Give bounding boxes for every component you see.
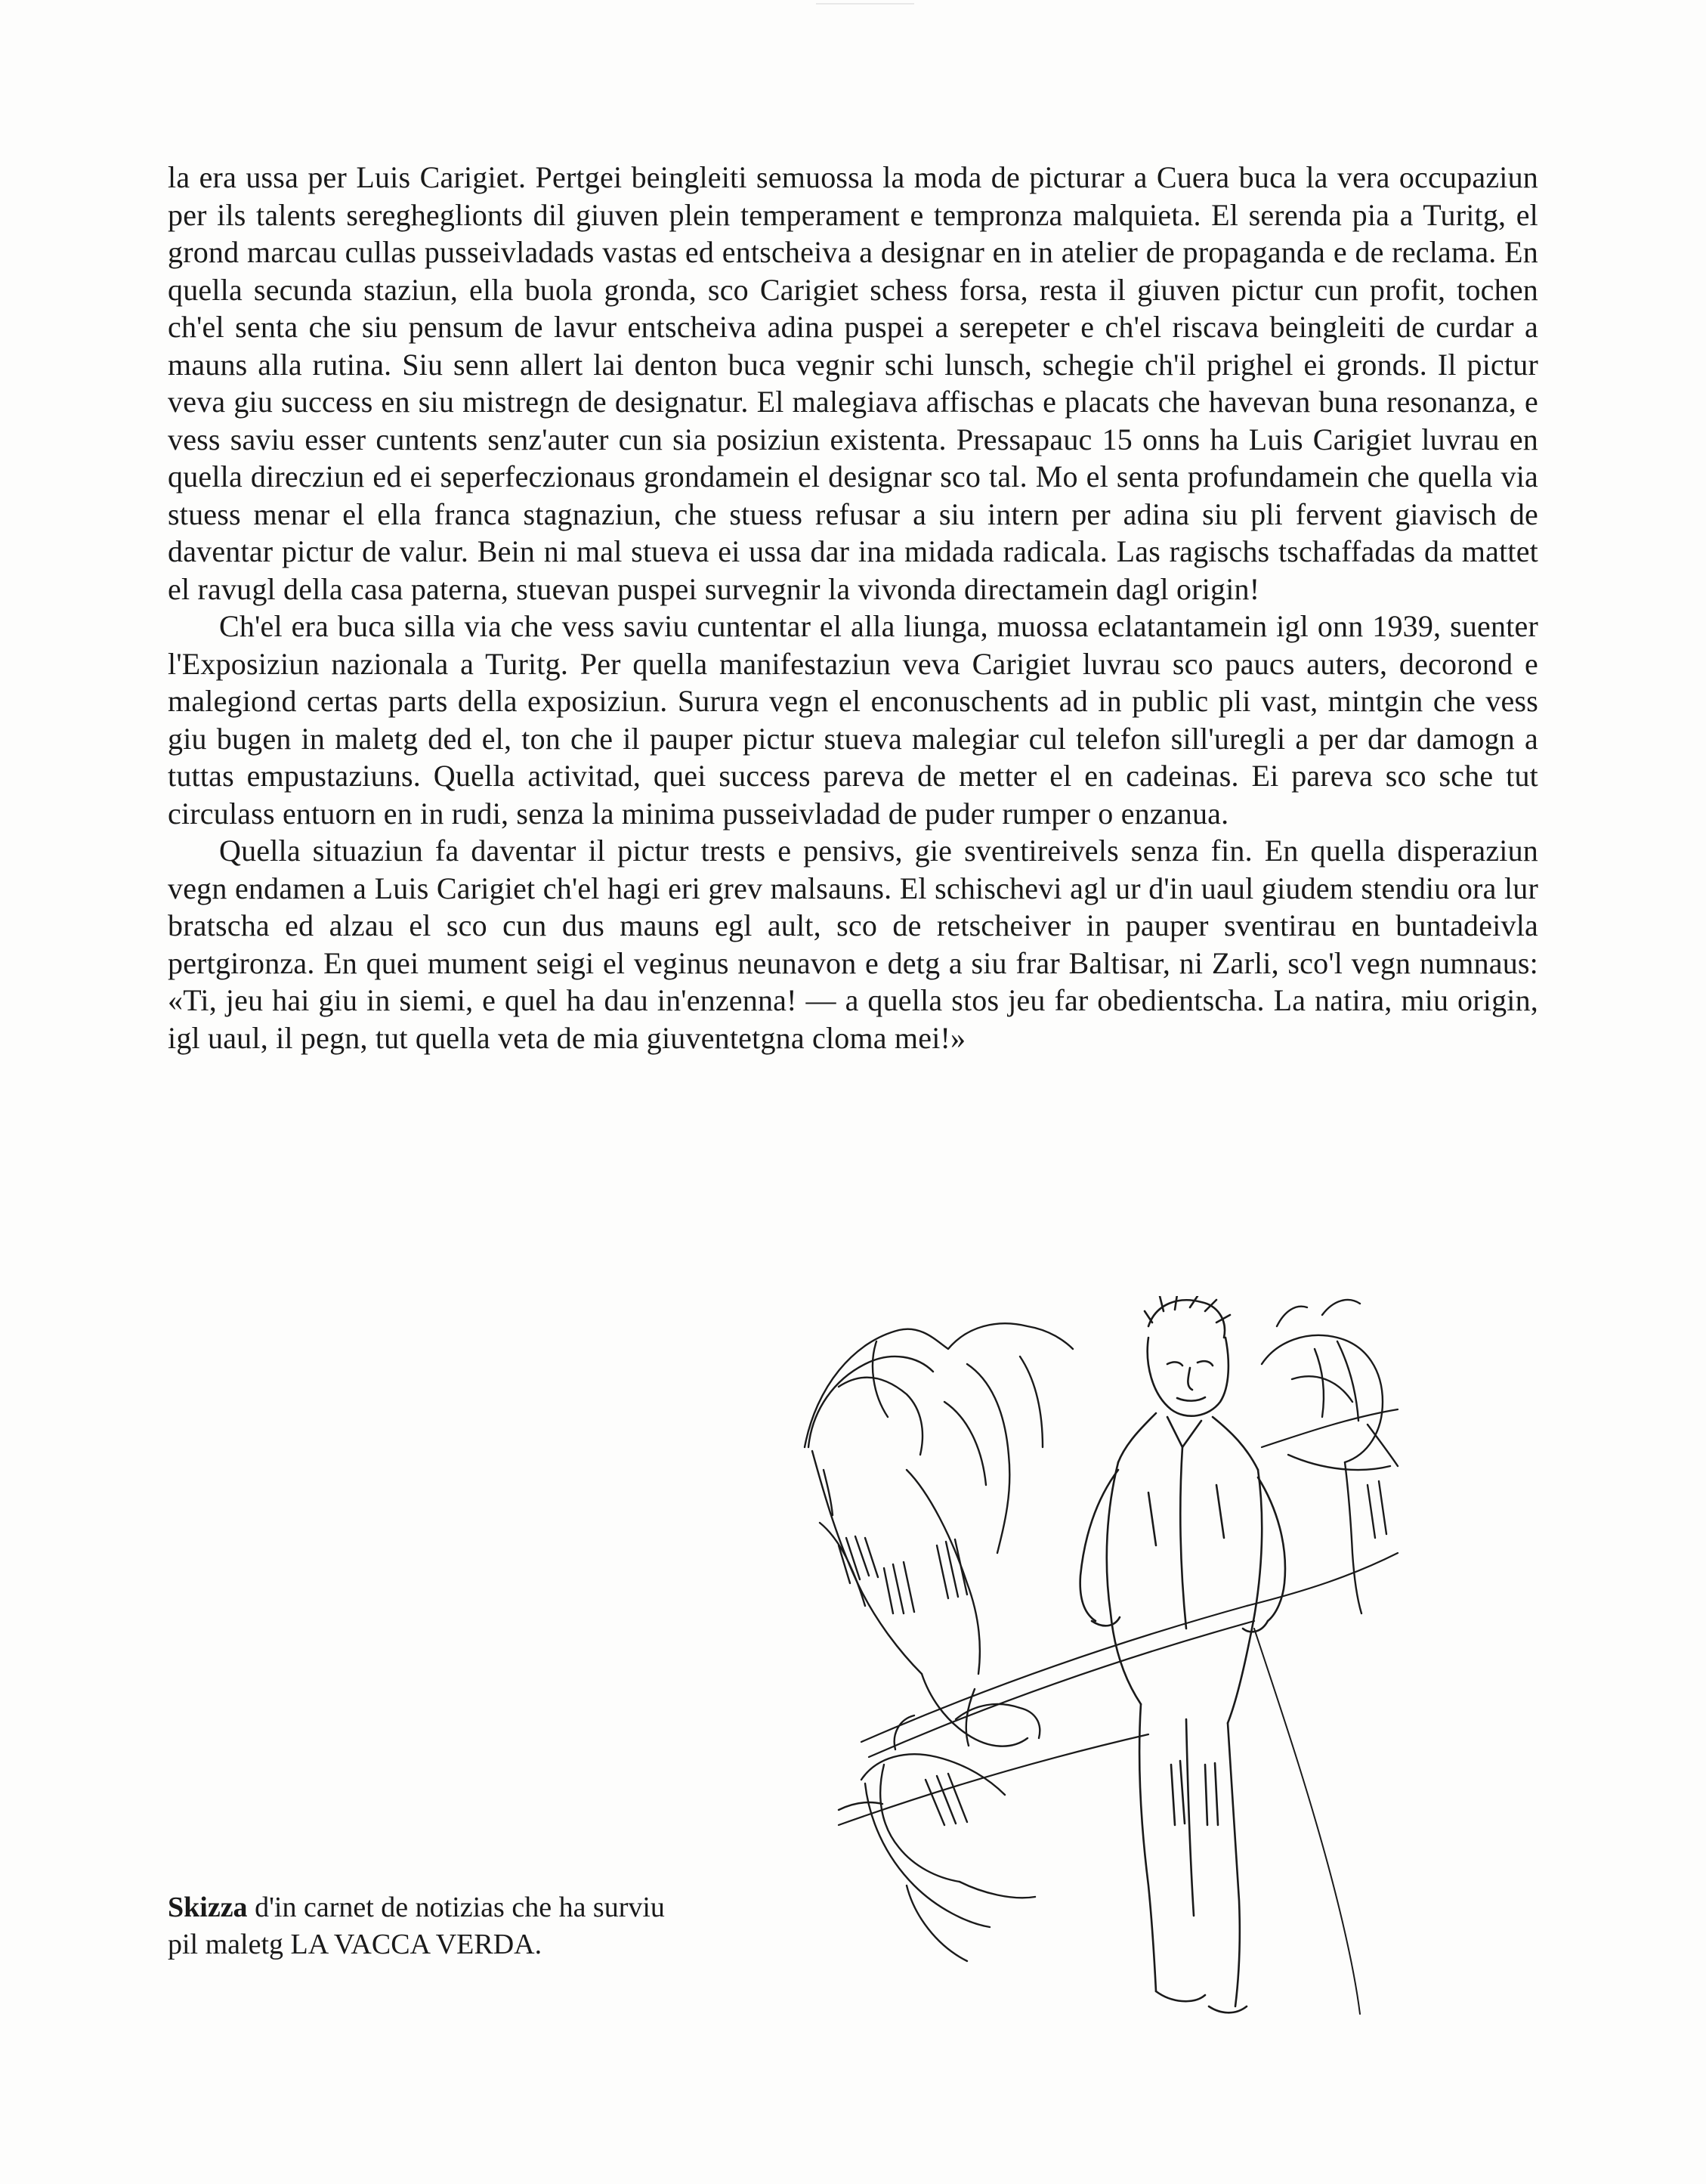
cow-lower (839, 1715, 1035, 1961)
figure-caption (168, 1889, 666, 1963)
fence-rails (839, 1409, 1398, 1825)
paragraph-3: Quella situaziun fa daventar il pictur trests e pensivs, gie sventireivels senza fin. En quella disperaziun vegn endamen a Luis Carigiet ch'el hagi eri grev malsauns. El schischevi agl ur d'in uaul giudem stendiu ora lur bratscha ed alzau el sco cun dus mauns egl ault, sco de retscheiver in pauper sventirau en buntadeivla pertgironza. En quei mument seigi el veginus neunavon e detg a siu frar Baltisar, ni Zarli, sco'l vegn numnaus: «Ti, jeu hai giu in siemi, e quel ha dau in'enzenna! — a quella stos jeu far obedientscha. La natira, miu origin, igl uaul, il pegn, tut quella veta de mia giuventetgna cloma mei!» (168, 834, 1538, 1055)
page-top-mark (816, 3, 914, 5)
caption-lead: Skizza (168, 1892, 248, 1923)
cow-left (805, 1323, 1073, 1746)
caption-text: d'in carnet de notizias che ha surviu pil maletg LA VACCA VERDA. (168, 1892, 665, 1960)
cow-right (1262, 1300, 1398, 1613)
boy-figure (1080, 1296, 1360, 2014)
sketch-illustration (793, 1296, 1413, 2059)
paragraph-2: Ch'el era buca silla via che vess saviu cuntentar el alla liunga, muossa eclatantamein igl onn 1939, suenter l'Exposiziun nazionala a Turitg. Per quella manifestaziun veva Carigiet luvrau sco paucs auters, decorond e malegiond certas parts della exposiziun. Surura vegn el enconuschents ad in public pli vast, mintgin che vess giu bugen in maletg ded el, ton che il pauper pictur stueva malegiar cul telefon sill'uregli a per dar damogn a tuttas empustaziuns. Quella activitad, quei success pareva de metter el en cadeinas. Ei pareva sco sche tut circulass entuorn en in rudi, senza la minima pusseivladad de puder rumper o enzanua. (168, 609, 1538, 831)
paragraph-1: la era ussa per Luis Carigiet. Pertgei beingleiti semuossa la moda de picturar a Cuera buca la vera occupaziun per ils talents seregheglionts dil giuven plein temperament e tempronza malquieta. El serenda pia a Turitg, el grond marcau cullas pusseivladads vastas ed entscheiva a designar en in atelier de propaganda e de reclama. En quella secunda staziun, ella buola gronda, sco Carigiet schess forsa, resta il giuven pictur cun profit, tochen ch'el senta che siu pensum de lavur entscheiva adina puspei a serepeter e ch'el riscava beingleiti de curdar a mauns alla rutina. Siu senn allert lai denton buca vegnir schi lunsch, schegie ch'il prighel ei gronds. Il pictur veva giu success en siu mistregn de designatur. El malegiava affischas e placats che havevan buna resonanza, e vess saviu esser cuntents senz'auter cun sia posiziun existenta. Pressapauc 15 onns ha Luis Carigiet luvrau en quella direcziun ed ei seperfeczionaus grondamein el designar sco tal. Mo el senta profundamein che quella via stuess menar el ella franca stagnaziun, che stuess refusar a siu intern per adina siu pli fervent giavisch de daventar pictur de valur. Bein ni mal stueva ei ussa dar ina midada radicala. Las ragischs tschaffadas da mattet el ravugl della casa paterna, stuevan puspei survegnir la vivonda directamein dagl origin! (168, 160, 1538, 606)
article-body (168, 159, 1538, 1056)
